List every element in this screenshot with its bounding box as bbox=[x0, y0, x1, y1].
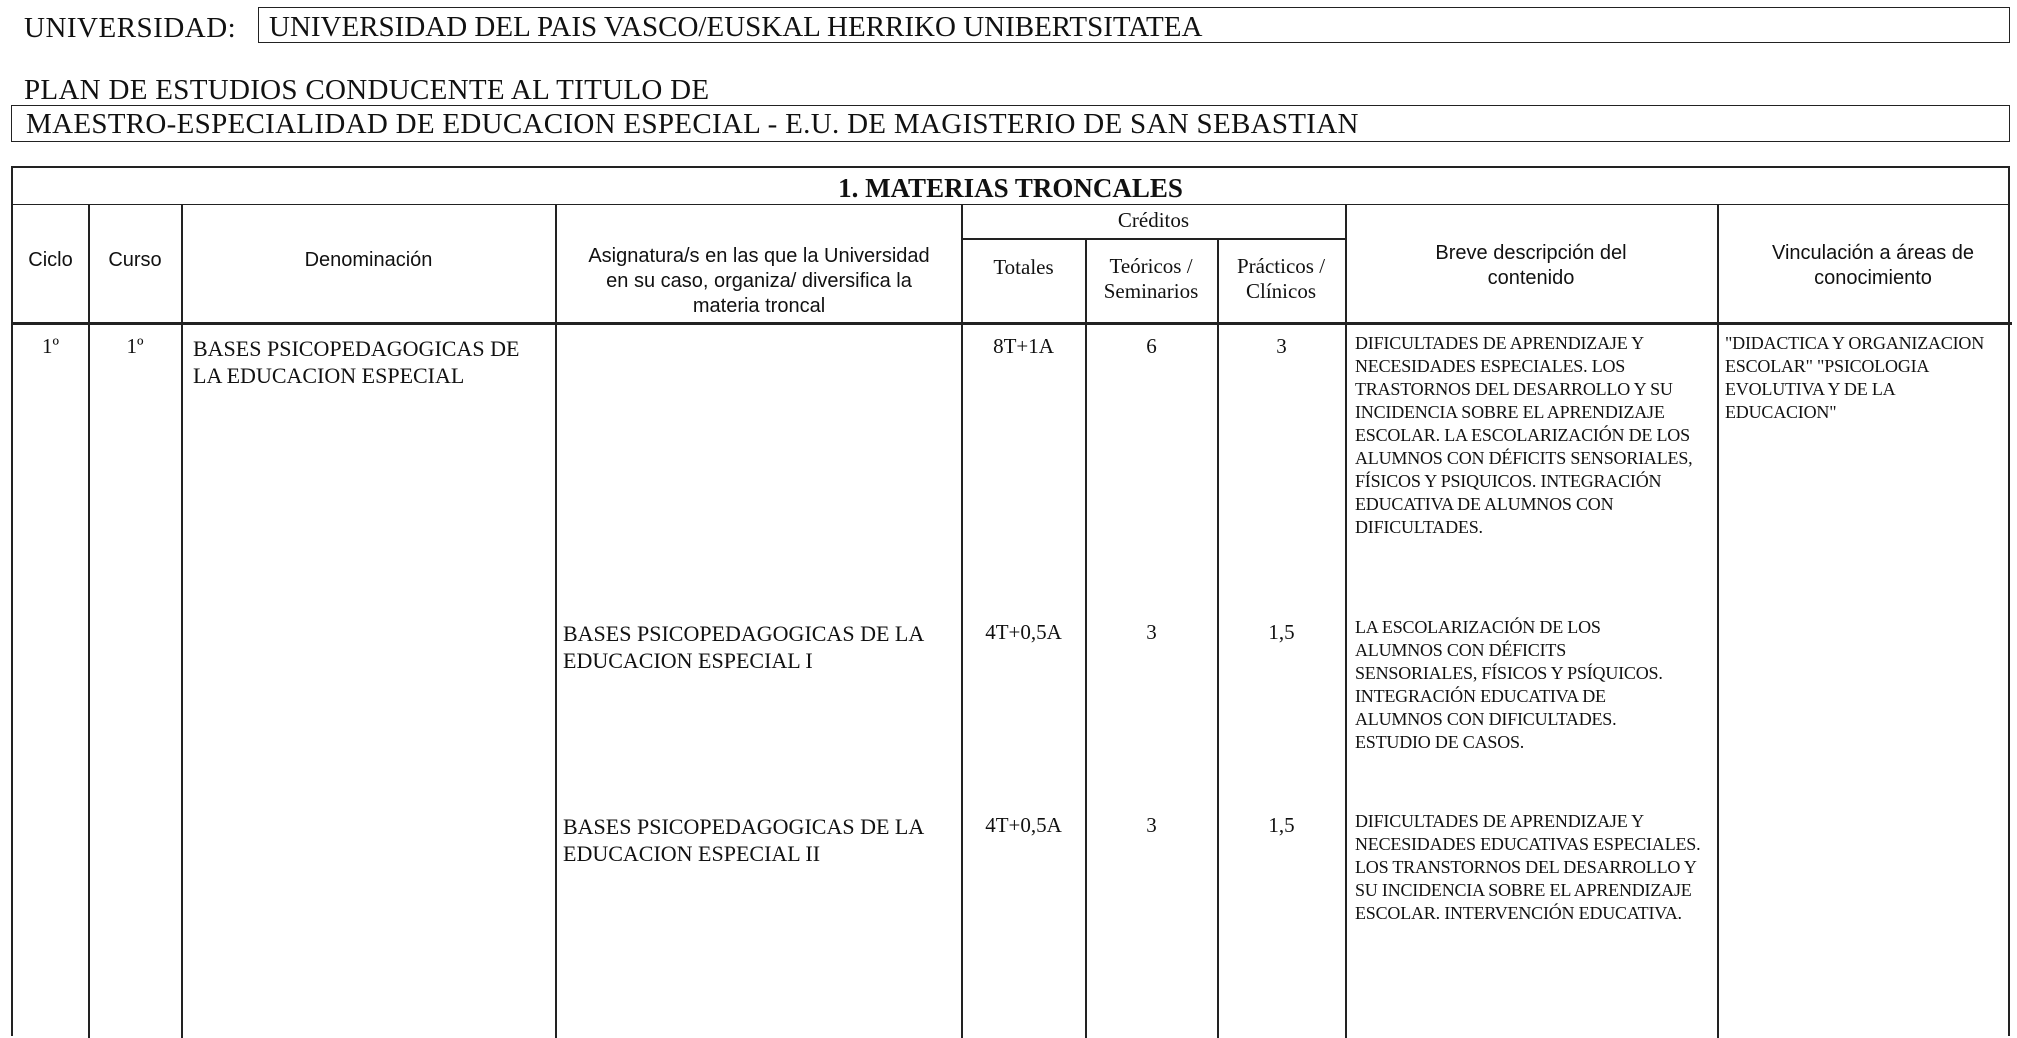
header-practicos: Prácticos / Clínicos bbox=[1236, 254, 1326, 303]
main-row-totales: 8T+1A bbox=[993, 334, 1054, 358]
header-bottom-rule bbox=[13, 322, 2012, 325]
main-row-ciclo: 1º bbox=[41, 334, 59, 358]
header-teoricos: Teóricos / Seminarios bbox=[1103, 254, 1199, 303]
plan-label: PLAN DE ESTUDIOS CONDUCENTE AL TITULO DE bbox=[24, 74, 710, 106]
header-ciclo: Ciclo bbox=[28, 249, 73, 271]
sub-row-2-practicos: 1,5 bbox=[1268, 813, 1295, 837]
sub-row-1-practicos: 1,5 bbox=[1268, 620, 1295, 644]
creditos-divider bbox=[961, 238, 1345, 240]
university-name-box: UNIVERSIDAD DEL PAIS VASCO/EUSKAL HERRIKO UNIBERTSITATEA bbox=[258, 7, 2010, 43]
main-row-descripcion: DIFICULTADES DE APRENDIZAJE Y NECESIDADES ESPECIALES. LOS TRASTORNOS DEL DESARROLLO Y SU INCIDENCIA SOBRE EL APRENDIZAJE ESCOLAR. LA ESCOLARIZACIÓN DE LOS ALUMNOS CON DÉFICITS SENSORIALES, FÍSICOS Y PSIQUICOS. INTEGRACIÓN EDUCATIVA DE ALUMNOS CON DIFICULTADES. bbox=[1355, 333, 1693, 537]
sub-row-1-totales: 4T+0,5A bbox=[985, 620, 1062, 644]
sub-row-2-teoricos: 3 bbox=[1146, 813, 1157, 837]
column-divider bbox=[555, 204, 557, 1038]
main-row-teoricos: 6 bbox=[1146, 334, 1157, 358]
column-divider bbox=[181, 204, 183, 1038]
main-row-practicos: 3 bbox=[1276, 334, 1287, 358]
header-denominacion: Denominación bbox=[304, 249, 433, 271]
column-divider bbox=[88, 204, 90, 1038]
column-divider bbox=[1717, 204, 1719, 1038]
materias-troncales-table bbox=[11, 166, 2010, 1036]
sub-row-1-teoricos: 3 bbox=[1146, 620, 1157, 644]
sub-row-2-asignatura: BASES PSICOPEDAGOGICAS DE LA EDUCACION ESPECIAL II bbox=[563, 814, 924, 866]
header-descripcion: Breve descripción del contenido bbox=[1435, 242, 1627, 289]
sub-row-1-asignatura: BASES PSICOPEDAGOGICAS DE LA EDUCACION ESPECIAL I bbox=[563, 621, 924, 673]
table-title: 1. MATERIAS TRONCALES bbox=[13, 168, 2008, 205]
header-asignatura: Asignatura/s en las que la Universidad en su caso, organiza/ diversifica la materia troncal bbox=[588, 245, 930, 317]
header-curso: Curso bbox=[108, 249, 162, 271]
main-row-curso: 1º bbox=[126, 334, 144, 358]
main-row-vinculacion: "DIDACTICA Y ORGANIZACION ESCOLAR" "PSICOLOGIA EVOLUTIVA Y DE LA EDUCACION" bbox=[1725, 333, 1984, 422]
header-vinculacion: Vinculación a áreas de conocimiento bbox=[1772, 242, 1974, 289]
sub-row-1-descripcion: LA ESCOLARIZACIÓN DE LOS ALUMNOS CON DÉFICITS SENSORIALES, FÍSICOS Y PSÍQUICOS. INTEGRACIÓN EDUCATIVA DE ALUMNOS CON DIFICULTADES. ESTUDIO DE CASOS. bbox=[1355, 617, 1663, 752]
header-creditos: Créditos bbox=[1117, 208, 1190, 232]
sub-row-2-descripcion: DIFICULTADES DE APRENDIZAJE Y NECESIDADES EDUCATIVAS ESPECIALES. LOS TRANSTORNOS DEL DESARROLLO Y SU INCIDENCIA SOBRE EL APRENDIZAJE ESCOLAR. INTERVENCIÓN EDUCATIVA. bbox=[1355, 811, 1701, 923]
university-label: UNIVERSIDAD: bbox=[24, 12, 237, 44]
degree-name-box: MAESTRO-ESPECIALIDAD DE EDUCACION ESPECIAL - E.U. DE MAGISTERIO DE SAN SEBASTIAN bbox=[11, 105, 2010, 142]
header-totales: Totales bbox=[993, 255, 1054, 279]
main-row-denominacion: BASES PSICOPEDAGOGICAS DE LA EDUCACION ESPECIAL bbox=[193, 336, 520, 388]
column-divider bbox=[1345, 204, 1347, 1038]
sub-row-2-totales: 4T+0,5A bbox=[985, 813, 1062, 837]
